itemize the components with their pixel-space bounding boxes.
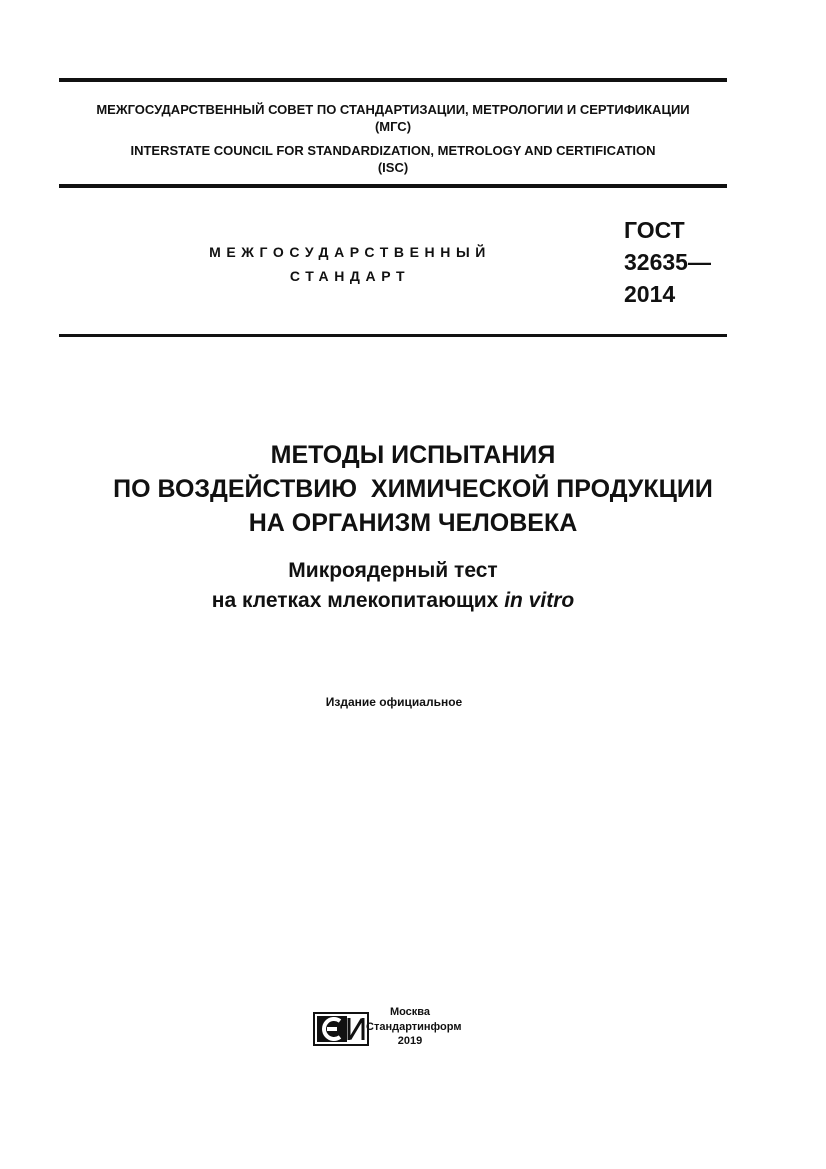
title-line3: НА ОРГАНИЗМ ЧЕЛОВЕКА	[248, 509, 578, 537]
standard-kind-line1: МЕЖГОСУДАРСТВЕННЫЙ	[209, 244, 491, 260]
subtitle-line2	[60, 586, 726, 616]
standard-kind-line2: СТАНДАРТ	[289, 268, 411, 284]
designation-line3: 2014	[624, 281, 676, 307]
title-line1: МЕТОДЫ ИСПЫТАНИЯ	[270, 441, 556, 469]
council-name-ru: МЕЖГОСУДАРСТВЕННЫЙ СОВЕТ ПО СТАНДАРТИЗАЦИИ, МЕТРОЛОГИИ И СЕРТИФИКАЦИИ	[96, 102, 690, 117]
publisher-city: Москва	[389, 1006, 431, 1018]
council-abbr-en: (ISC)	[377, 160, 409, 175]
bottom-rule	[59, 334, 727, 337]
standard-designation	[624, 214, 711, 310]
council-header	[59, 101, 727, 176]
designation-line1: ГОСТ	[624, 217, 685, 243]
standartinform-logo-icon	[313, 1012, 369, 1046]
standard-kind	[150, 240, 550, 288]
edition-label: Издание официальное	[325, 695, 463, 709]
publisher-year: 2019	[397, 1035, 423, 1047]
subtitle-line1: Микроядерный тест	[288, 559, 498, 582]
designation-line2: 32635—	[624, 249, 711, 275]
council-abbr-ru: (МГС)	[374, 119, 412, 134]
publisher-name: Стандартинформ	[366, 1020, 462, 1033]
subtitle-line2-prefix: на клетках млекопитающих	[211, 589, 505, 612]
middle-rule	[59, 184, 727, 188]
document-subtitle	[60, 556, 726, 616]
title-line2: ПО ВОЗДЕЙСТВИЮ ХИМИЧЕСКОЙ ПРОДУКЦИИ	[113, 475, 713, 503]
council-name-en: INTERSTATE COUNCIL FOR STANDARDIZATION, METROLOGY AND CERTIFICATION	[130, 143, 656, 158]
subtitle-line2-italic: in vitro	[504, 589, 575, 612]
publisher-info	[366, 1005, 462, 1049]
document-title	[20, 438, 806, 540]
top-rule	[59, 78, 727, 82]
